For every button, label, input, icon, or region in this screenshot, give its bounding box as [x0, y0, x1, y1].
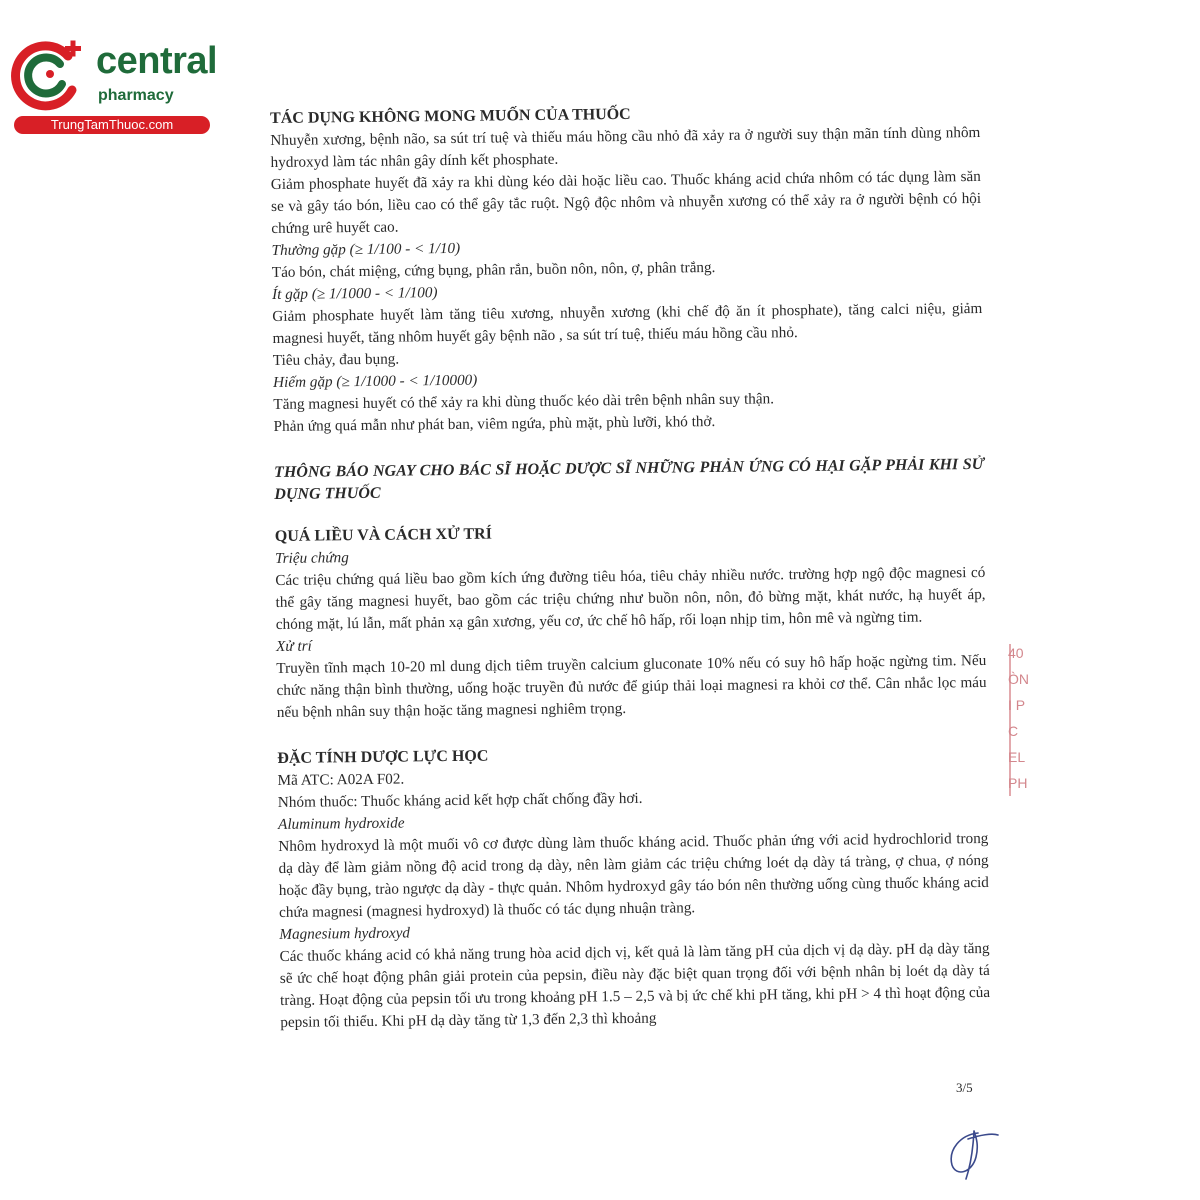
stamp-text: PH: [1008, 775, 1028, 791]
document-body: [270, 100, 990, 1034]
stamp-fragment: [1008, 640, 1030, 810]
paragraph: Truyền tĩnh mạch 10-20 ml dung dịch tiêm truyền calcium gluconate 10% nếu có suy hô hấp hoặc ngừng tim. Nếu chức năng thận bình thường, uống hoặc truyền đủ nước để giúp thải loại magnesi ra khỏi cơ thể. Cân nhắc lọc máu nếu bệnh nhân suy thận hoặc tăng magnesi nghiêm trọng.: [276, 651, 987, 721]
paragraph: Nhôm hydroxyd là một muối vô cơ được dùng làm thuốc kháng acid. Thuốc phản ứng với acid hydrochlorid trong dạ dày để làm giảm nồng độ acid trong dạ dày, nên làm giảm các triệu chứng loét dạ dày tá tràng, ợ chua, ợ nóng hoặc đầy bụng, trào ngược dạ dày - thực quản. Nhôm hydroxyd gây táo bón nên thường uống cùng thuốc kháng acid chứa magnesi (magnesi hydroxyd) là thuốc có tác dụng nhuận tràng.: [278, 829, 989, 921]
paragraph: Tăng magnesi huyết có thể xảy ra khi dùng thuốc kéo dài trên bệnh nhân suy thận.: [273, 390, 775, 413]
stamp-text: I P: [1008, 697, 1026, 713]
section-title-notice: THÔNG BÁO NGAY CHO BÁC SĨ HOẶC DƯỢC SĨ NHỮNG PHẢN ỨNG CÓ HẠI GẶP PHẢI KHI SỬ DỤNG THUỐC: [274, 455, 985, 503]
paragraph: Phản ứng quá mẫn như phát ban, viêm ngứa, phù mặt, phù lưỡi, khó thở.: [273, 412, 716, 435]
subheading-aluminum: Aluminum hydroxide: [278, 814, 405, 833]
section-title-pharmacodynamics: ĐẶC TÍNH DƯỢC LỰC HỌC: [277, 747, 489, 767]
subheading-symptoms: Triệu chứng: [275, 549, 349, 567]
paragraph: Mã ATC: A02A F02.: [277, 770, 405, 789]
logo-name: central: [96, 40, 218, 82]
subheading-common: Thường gặp (≥ 1/100 - < 1/10): [271, 239, 461, 259]
logo-domain: TrungTamThuoc.com: [14, 116, 210, 134]
paragraph: Táo bón, chát miệng, cứng bụng, phân rắn, buồn nôn, nôn, ợ, phân trắng.: [271, 258, 716, 281]
paragraph: Các thuốc kháng acid có khả năng trung hòa acid dịch vị, kết quả là làm tăng pH của dịch vị dạ dày. pH dạ dày tăng sẽ ức chế hoạt động phân giải protein của pepsin, điều này đặc biệt quan trọng đối với bệnh nhân bị loét dạ dày tá tràng. Hoạt động của pepsin tối ưu trong khoảng pH 1.5 – 2,5 và bị ức chế khi pH tăng, khi pH > 4 thì hoạt động của pepsin tối thiểu. Khi pH dạ dày tăng từ 1,3 đến 2,3 thì khoảng: [279, 939, 991, 1031]
paragraph: Nhóm thuốc: Thuốc kháng acid kết hợp chất chống đầy hơi.: [277, 789, 643, 811]
subheading-rare: Hiếm gặp (≥ 1/1000 - < 1/10000): [273, 371, 478, 391]
paragraph: Giảm phosphate huyết làm tăng tiêu xương, nhuyễn xương (khi chế độ ăn ít phosphate), tăng calci niệu, giảm magnesi huyết, tăng nhôm huyết gây bệnh não , sa sút trí tuệ, thiếu máu hồng cầu nhỏ.: [272, 299, 983, 347]
paragraph: Nhuyễn xương, bệnh não, sa sút trí tuệ và thiếu máu hồng cầu nhỏ đã xảy ra ở người suy thận mãn tính dùng nhôm hydroxyd làm tác nhân gây dính kết phosphate.: [270, 123, 981, 171]
stamp-text: 40: [1008, 645, 1024, 661]
pharmacy-logo-icon: [10, 38, 90, 114]
subheading-magnesium: Magnesium hydroxyd: [279, 924, 411, 943]
subheading-treatment: Xử trí: [276, 637, 312, 655]
subheading-uncommon: Ít gặp (≥ 1/1000 - < 1/100): [272, 284, 438, 303]
section-title-side-effects: TÁC DỤNG KHÔNG MONG MUỐN CỦA THUỐC: [270, 105, 631, 127]
logo-subtitle: pharmacy: [98, 87, 174, 104]
paragraph: Các triệu chứng quá liều bao gồm kích ứng đường tiêu hóa, tiêu chảy nhiều nước. trường hợp ngộ độc magnesi có thể gây tăng magnesi huyết, bao gồm các triệu chứng như buồn nôn, nôn, đỏ bừng mặt, khát nước, hạ huyết áp, chóng mặt, lú lẫn, mất phản xạ gân xương, yếu cơ, ức chế hô hấp, rối loạn nhịp tim, hôn mê và ngừng tim.: [275, 563, 986, 633]
signature-icon: [940, 1125, 1000, 1180]
paragraph: Tiêu chảy, đau bụng.: [272, 350, 400, 369]
section-title-overdose: QUÁ LIỀU VÀ CÁCH XỬ TRÍ: [274, 525, 493, 545]
stamp-text: EL: [1008, 749, 1026, 765]
stamp-text: C: [1008, 723, 1019, 739]
page-number: 3/5: [956, 1080, 973, 1095]
paragraph: Giảm phosphate huyết đã xảy ra khi dùng kéo dài hoặc liều cao. Thuốc kháng acid chứa nhôm có tác dụng làm săn se và gây táo bón, liều cao có thể gây tắc ruột. Ngộ độc nhôm và nhuyễn xương có thể xảy ra ở người bệnh có hội chứng urê huyết cao.: [270, 167, 982, 237]
stamp-text: ÒN: [1008, 671, 1029, 687]
central-pharmacy-logo: [10, 38, 218, 138]
